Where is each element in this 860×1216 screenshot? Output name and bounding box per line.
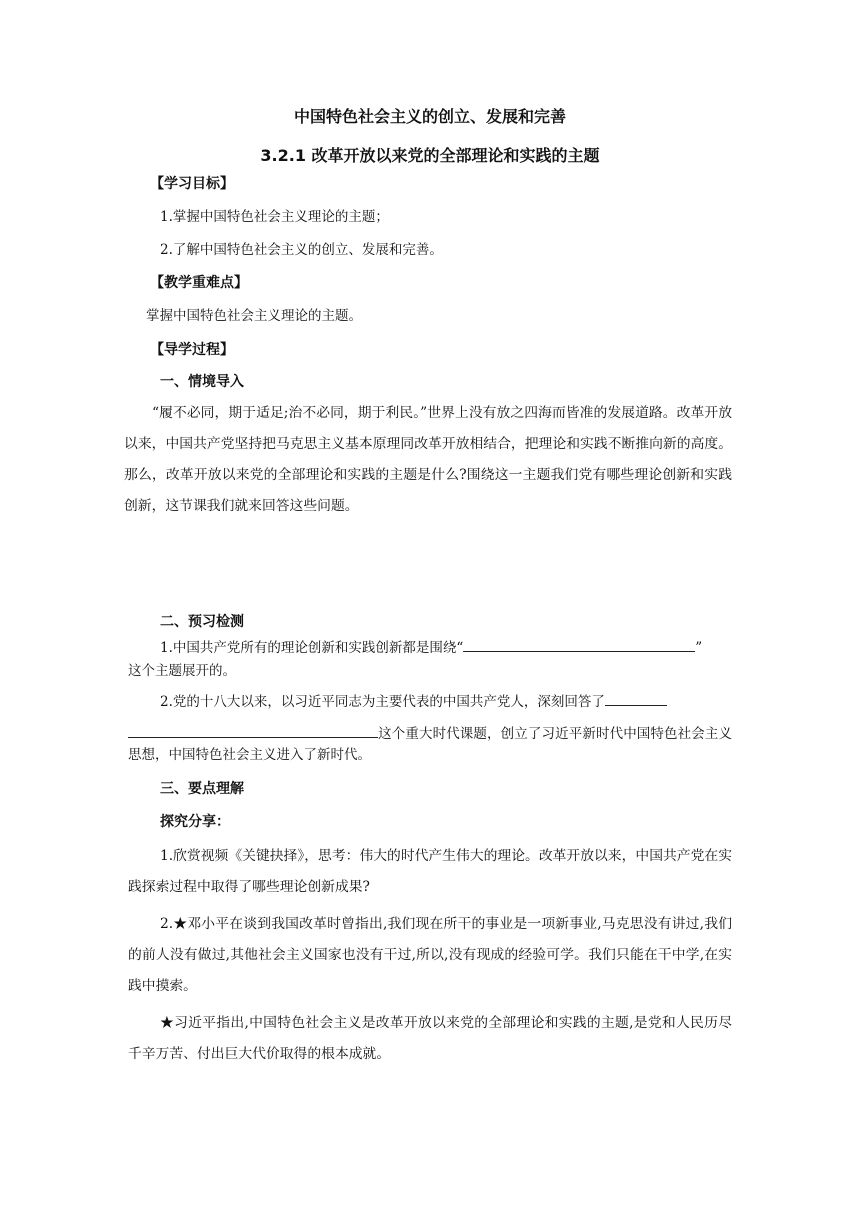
keypoint-text: 掌握中国特色社会主义理论的主题。 (146, 308, 362, 324)
q2-text-before: 2.党的十八大以来，以习近平同志为主要代表的中国共产党人，深刻回答了 (160, 694, 605, 710)
keypoint-heading: 【教学重难点】 (150, 275, 248, 291)
explore-heading: 探究分享： (160, 814, 230, 830)
q2-answer-blank-a[interactable] (605, 691, 667, 706)
prefill-question-1-continued: 这个主题展开的。 (128, 663, 236, 679)
process-heading: 【导学过程】 (150, 342, 234, 358)
explore-item-1: 1.欣赏视频《关键抉择》，思考：伟大的时代产生伟大的理论。改革开放以来，中国共产党在实践探索过程中取得了哪些理论创新成果? (128, 848, 732, 895)
q1-text-after: ” (695, 640, 703, 656)
q1-answer-blank[interactable] (463, 637, 695, 652)
prefill-question-1 (128, 637, 732, 659)
explore-item-2: 2.★邓小平在谈到我国改革时曾指出,我们现在所干的事业是一项新事业,马克思没有讲过,我们的前人没有做过,其他社会主义国家也没有干过,所以,没有现成的经验可学。我们只能在干中学,在实践中摸索。 (128, 916, 732, 994)
q2-answer-blank-b[interactable] (128, 723, 378, 738)
explore-item-3: ★习近平指出,中国特色社会主义是改革开放以来党的全部理论和实践的主题,是党和人民历尽千辛万苦、付出巨大代价取得的根本成就。 (128, 1015, 732, 1062)
prefill-question-2-continued (128, 723, 732, 766)
q1-text-before: 1.中国共产党所有的理论创新和实践创新都是围绕“ (160, 640, 464, 656)
goal-1: 1.掌握中国特色社会主义理论的主题； (160, 209, 389, 225)
section3-heading: 三、要点理解 (160, 781, 244, 797)
document-body (124, 106, 732, 1070)
document-subtitle: 3.2.1 改革开放以来党的全部理论和实践的主题 (260, 146, 600, 165)
goals-heading: 【学习目标】 (150, 176, 234, 192)
document-title: 中国特色社会主义的创立、发展和完善 (293, 107, 566, 126)
q2-text-after: 这个重大时代课题，创立了习近平新时代中国特色社会主义思想，中国特色社会主义进入了新时代。 (128, 726, 732, 763)
section1-heading: 一、情境导入 (160, 374, 244, 390)
section2-heading: 二、预习检测 (160, 614, 244, 630)
goal-2: 2.了解中国特色社会主义的创立、发展和完善。 (160, 242, 443, 258)
section1-paragraph: “履不必同，期于适足;治不必同，期于利民。”世界上没有放之四海而皆准的发展道路。改革开放以来，中国共产党坚持把马克思主义基本原理同改革开放相结合，把理论和实践不断推向新的高度。那么，改革开放以来党的全部理论和实践的主题是什么?围绕这一主题我们党有哪些理论创新和实践创新，这节课我们就来回答这些问题。 (124, 405, 732, 514)
prefill-question-2 (128, 691, 732, 713)
